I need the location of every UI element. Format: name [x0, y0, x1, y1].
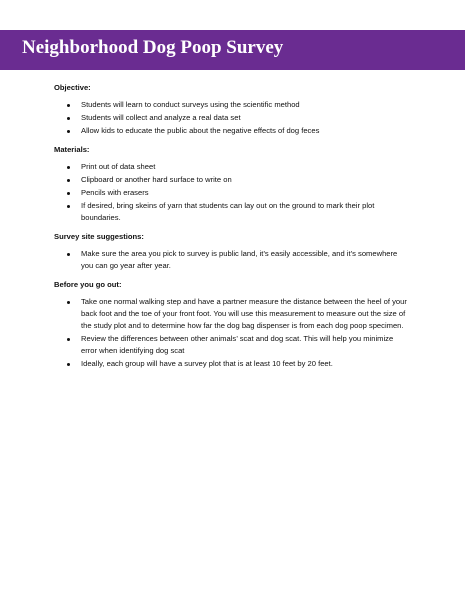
section-materials: [54, 144, 409, 224]
list-item: Take one normal walking step and have a partner measure the distance between the heel of your back foot and the toe of your front foot. You will use this measurement to measure out the size of the study plot and to determine how far the dog bag dispenser is from each dog poop specimen.: [81, 296, 409, 332]
list-item: Clipboard or another hard surface to write on: [81, 174, 409, 186]
list-item: Students will learn to conduct surveys using the scientific method: [81, 99, 409, 111]
list-item: Allow kids to educate the public about the negative effects of dog feces: [81, 125, 409, 137]
list-item: Students will collect and analyze a real data set: [81, 112, 409, 124]
list-item: Pencils with erasers: [81, 187, 409, 199]
list-item: Ideally, each group will have a survey plot that is at least 10 feet by 20 feet.: [81, 358, 409, 370]
page-title: Neighborhood Dog Poop Survey: [22, 37, 284, 58]
section-heading: Survey site suggestions:: [54, 232, 144, 241]
bullet-list: [54, 248, 409, 272]
section-survey-site: [54, 231, 409, 272]
section-heading: Before you go out:: [54, 280, 122, 289]
bullet-list: [54, 296, 409, 370]
list-item: If desired, bring skeins of yarn that students can lay out on the ground to mark their plot boundaries.: [81, 200, 409, 224]
title-banner: [0, 30, 465, 70]
bullet-list: [54, 99, 409, 137]
section-heading: Objective:: [54, 83, 91, 92]
section-heading: Materials:: [54, 145, 90, 154]
list-item: Make sure the area you pick to survey is public land, it’s easily accessible, and it’s somewhere you can go year after year.: [81, 248, 409, 272]
section-before-you-go: [54, 279, 409, 370]
document-body: [54, 82, 409, 377]
bullet-list: [54, 161, 409, 224]
list-item: Print out of data sheet: [81, 161, 409, 173]
list-item: Review the differences between other animals’ scat and dog scat. This will help you minimize error when identifying dog scat: [81, 333, 409, 357]
section-objective: [54, 82, 409, 137]
